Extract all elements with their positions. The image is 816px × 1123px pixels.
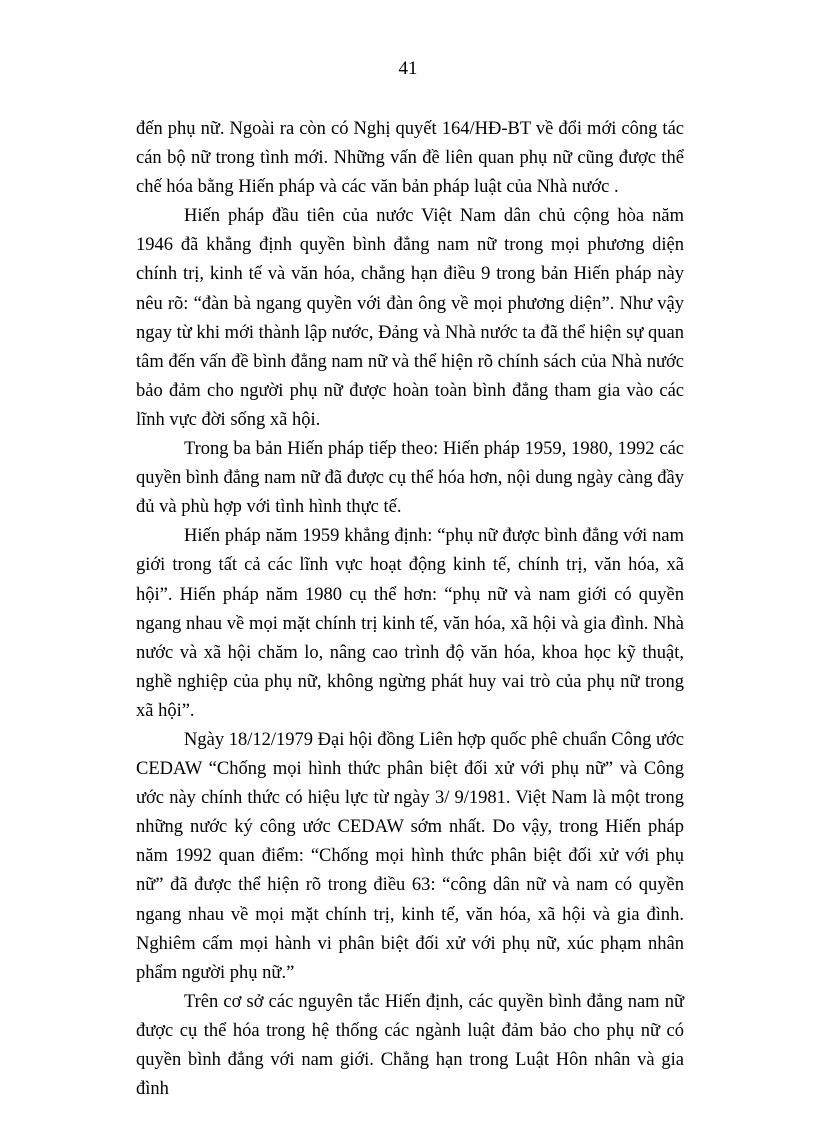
- paragraph-cedaw: Ngày 18/12/1979 Đại hội đồng Liên hợp quốc phê chuẩn Công ước CEDAW “Chống mọi hình thức phân biệt đối xử với phụ nữ” và Công ước này chính thức có hiệu lực từ ngày 3/ 9/1981. Việt Nam là một trong những nước ký công ước CEDAW sớm nhất. Do vậy, trong Hiến pháp năm 1992 quan điểm: “Chống mọi hình thức phân biệt đối xử với phụ nữ” đã được thể hiện rõ trong điều 63: “công dân nữ và nam có quyền ngang nhau về mọi mặt chính trị, kinh tế, văn hóa, xã hội và gia đình. Nghiêm cấm mọi hành vi phân biệt đối xử với phụ nữ, xúc phạm nhân phẩm người phụ nữ.”: [136, 729, 684, 983]
- paragraph-legal-system: Trên cơ sở các nguyên tắc Hiến định, các quyền bình đẳng nam nữ được cụ thể hóa trong hệ thống các ngành luật đảm bảo cho phụ nữ có quyền bình đẳng với nam giới. Chẳng hạn trong Luật Hôn nhân và gia đình: [136, 991, 684, 1100]
- document-body: [136, 115, 684, 1104]
- paragraph-constitution-1946: Hiến pháp đầu tiên của nước Việt Nam dân chủ cộng hòa năm 1946 đã khẳng định quyền bình đẳng nam nữ trong mọi phương diện chính trị, kinh tế và văn hóa, chẳng hạn điều 9 trong bản Hiến pháp này nêu rõ: “đàn bà ngang quyền với đàn ông về mọi phương diện”. Như vậy ngay từ khi mới thành lập nước, Đảng và Nhà nước ta đã thể hiện sự quan tâm đến vấn đề bình đẳng nam nữ và thể hiện rõ chính sách của Nhà nước bảo đảm cho người phụ nữ được hoàn toàn bình đẳng tham gia vào các lĩnh vực đời sống xã hội.: [136, 206, 684, 430]
- page-number: 41: [398, 58, 418, 79]
- paragraph-three-constitutions: Trong ba bản Hiến pháp tiếp theo: Hiến pháp 1959, 1980, 1992 các quyền bình đẳng nam nữ đã được cụ thể hóa hơn, nội dung ngày càng đầy đủ và phù hợp với tình hình thực tế.: [136, 439, 684, 518]
- paragraph-constitution-1959-1980: Hiến pháp năm 1959 khẳng định: “phụ nữ được bình đẳng với nam giới trong tất cả các lĩnh vực hoạt động kinh tế, chính trị, văn hóa, xã hội”. Hiến pháp năm 1980 cụ thể hơn: “phụ nữ và nam giới có quyền ngang nhau về mọi mặt chính trị kinh tế, văn hóa, xã hội và gia đình. Nhà nước và xã hội chăm lo, nâng cao trình độ văn hóa, khoa học kỹ thuật, nghề nghiệp của phụ nữ, không ngừng phát huy vai trò của phụ nữ trong xã hội”.: [136, 526, 684, 721]
- paragraph-continuation: đến phụ nữ. Ngoài ra còn có Nghị quyết 164/HĐ-BT về đổi mới công tác cán bộ nữ trong tình mới. Những vấn đề liên quan phụ nữ cũng được thể chế hóa bằng Hiến pháp và các văn bản pháp luật của Nhà nước .: [136, 119, 684, 198]
